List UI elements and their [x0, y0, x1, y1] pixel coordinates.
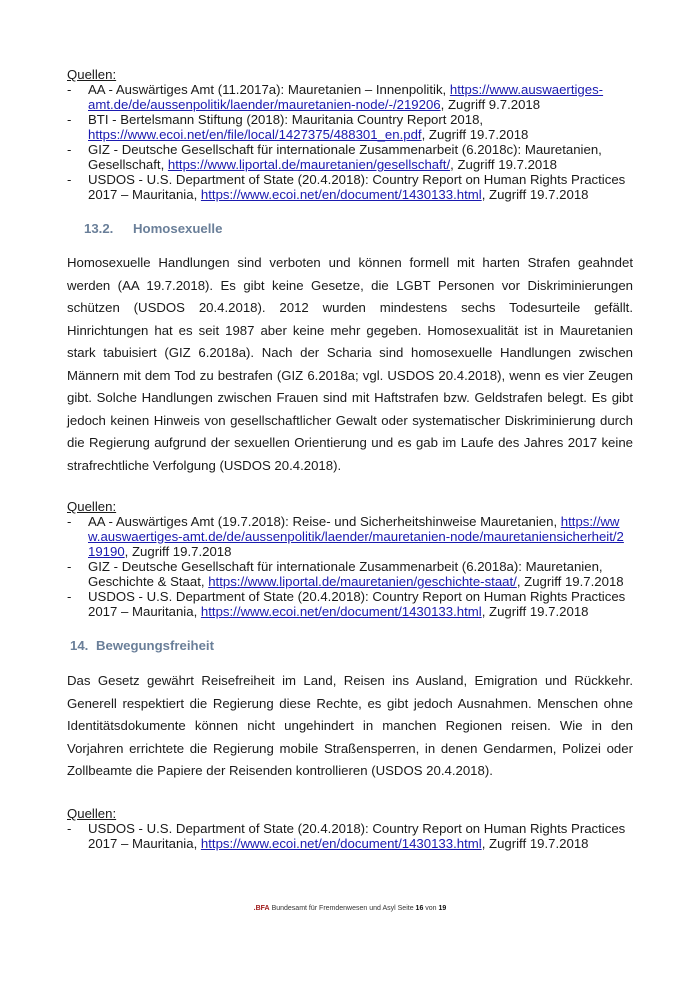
sources-label: Quellen:: [67, 67, 117, 82]
sources-block-2: [67, 499, 627, 619]
source-text: USDOS - U.S. Department of State (20.4.2018): Country Report on Human Rights Practices 2017 – Mauritania,: [88, 172, 626, 202]
source-text: AA - Auswärtiges Amt (19.7.2018): Reise- und Sicherheitshinweise Mauretanien,: [88, 514, 561, 529]
section-heading-14: [70, 638, 214, 653]
page-total: 19: [438, 905, 447, 912]
source-item: [67, 142, 627, 172]
section-paragraph-13-2: Homosexuelle Handlungen sind verboten und können formell mit harten Strafen geahndet werden (AA 19.7.2018). Es gibt keine Gesetze, die LGBT Personen vor Diskriminierungen schützen (USDOS 20.4.2018). 2012 wurden mindestens sechs Todesurteile gefällt. Hinrichtungen hat es seit 1987 aber keine mehr gegeben. Homosexualität ist in Mauretanien stark tabuisiert (GIZ 6.2018a). Nach der Scharia sind homosexuelle Handlungen zwischen Männern mit dem Tod zu bestrafen (GIZ 6.2018a; vgl. USDOS 20.4.2018), wenn es vier Zeugen gibt. Solche Handlungen zwischen Frauen sind mit Haftstrafen bzw. Geldstrafen belegt. Es gibt jedoch keinen Hinweis von gesellschaftlicher Gewalt oder systematischer Diskriminierung durch die Regierung aufgrund der sexuellen Orientierung und es gab im Laufe des Jahres 2017 keine strafrechtliche Verfolgung (USDOS 20.4.2018).: [67, 255, 633, 473]
source-access-date: , Zugriff 19.7.2018: [481, 836, 589, 851]
source-item: [67, 514, 627, 559]
source-access-date: , Zugriff 19.7.2018: [421, 127, 529, 142]
source-text: GIZ - Deutsche Gesellschaft für internationale Zusammenarbeit (6.2018c): Mauretanien, Gesellschaft,: [88, 142, 602, 172]
section-paragraph-14: Das Gesetz gewährt Reisefreiheit im Land, Reisen ins Ausland, Emigration und Rückkehr. Generell respektiert die Regierung diese Rechte, es gibt jedoch Ausnahmen. Menschen ohne Identitätsdokumente können nicht ungehindert in manchen Regionen reisen. Wie in den Vorjahren errichtete die Regierung mobile Straßensperren, in denen Gendarmen, Polizei oder Zollbeamte die Papiere der Reisenden kontrollieren (USDOS 20.4.2018).: [67, 673, 633, 778]
source-text: AA - Auswärtiges Amt (11.2017a): Mauretanien – Innenpolitik,: [88, 82, 450, 97]
source-text: USDOS - U.S. Department of State (20.4.2018): Country Report on Human Rights Practices 2017 – Mauritania,: [88, 589, 626, 619]
section-heading-13-2: [84, 221, 222, 236]
sources-block-1: [67, 67, 627, 202]
sources-label: Quellen:: [67, 806, 117, 821]
source-text: GIZ - Deutsche Gesellschaft für internationale Zusammenarbeit (6.2018a): Mauretanien, Geschichte & Staat,: [88, 559, 603, 589]
sources-block-3: [67, 806, 627, 851]
source-text: USDOS - U.S. Department of State (20.4.2018): Country Report on Human Rights Practices 2017 – Mauritania,: [88, 821, 626, 851]
source-item: [67, 112, 627, 142]
source-link[interactable]: https://www.auswaertiges-amt.de/de/aussenpolitik/laender/mauretanien-node/mauretaniensicherheit/219190: [88, 514, 624, 559]
source-access-date: , Zugriff 19.7.2018: [124, 544, 232, 559]
source-item: [67, 821, 627, 851]
source-item: [67, 172, 627, 202]
source-access-date: , Zugriff 19.7.2018: [481, 187, 589, 202]
section-title: Bewegungsfreiheit: [96, 638, 214, 653]
source-link[interactable]: https://www.ecoi.net/en/document/1430133.html: [200, 604, 482, 619]
sources-list: [67, 514, 627, 619]
section-number: 13.2.: [84, 221, 114, 236]
source-item: [67, 589, 627, 619]
bfa-logo: .BFA: [253, 905, 270, 912]
sources-list: [67, 82, 627, 202]
source-link[interactable]: https://www.auswaertiges-amt.de/de/aussenpolitik/laender/mauretanien-node/-/219206: [88, 82, 604, 112]
source-link[interactable]: https://www.ecoi.net/en/document/1430133.html: [200, 836, 482, 851]
source-link[interactable]: https://www.ecoi.net/en/file/local/1427375/488301_en.pdf: [88, 127, 422, 142]
footer-of: von: [423, 905, 439, 912]
source-item: [67, 82, 627, 112]
source-link[interactable]: https://www.liportal.de/mauretanien/gesellschaft/: [167, 157, 451, 172]
source-item: [67, 559, 627, 589]
source-link[interactable]: https://www.liportal.de/mauretanien/geschichte-staat/: [208, 574, 517, 589]
section-title: Homosexuelle: [133, 221, 223, 236]
sources-label: Quellen:: [67, 499, 117, 514]
page-footer: [0, 905, 700, 912]
source-access-date: , Zugriff 19.7.2018: [481, 604, 589, 619]
source-access-date: , Zugriff 19.7.2018: [450, 157, 557, 172]
footer-org: Bundesamt für Fremdenwesen und Asyl Seite: [269, 905, 416, 912]
source-access-date: , Zugriff 19.7.2018: [516, 574, 624, 589]
source-text: BTI - Bertelsmann Stiftung (2018): Mauritania Country Report 2018,: [88, 112, 484, 127]
source-link[interactable]: https://www.ecoi.net/en/document/1430133.html: [200, 187, 482, 202]
section-number: 14.: [70, 638, 89, 653]
page-number: 16: [415, 905, 424, 912]
source-access-date: , Zugriff 9.7.2018: [440, 97, 541, 112]
sources-list: [67, 821, 627, 851]
